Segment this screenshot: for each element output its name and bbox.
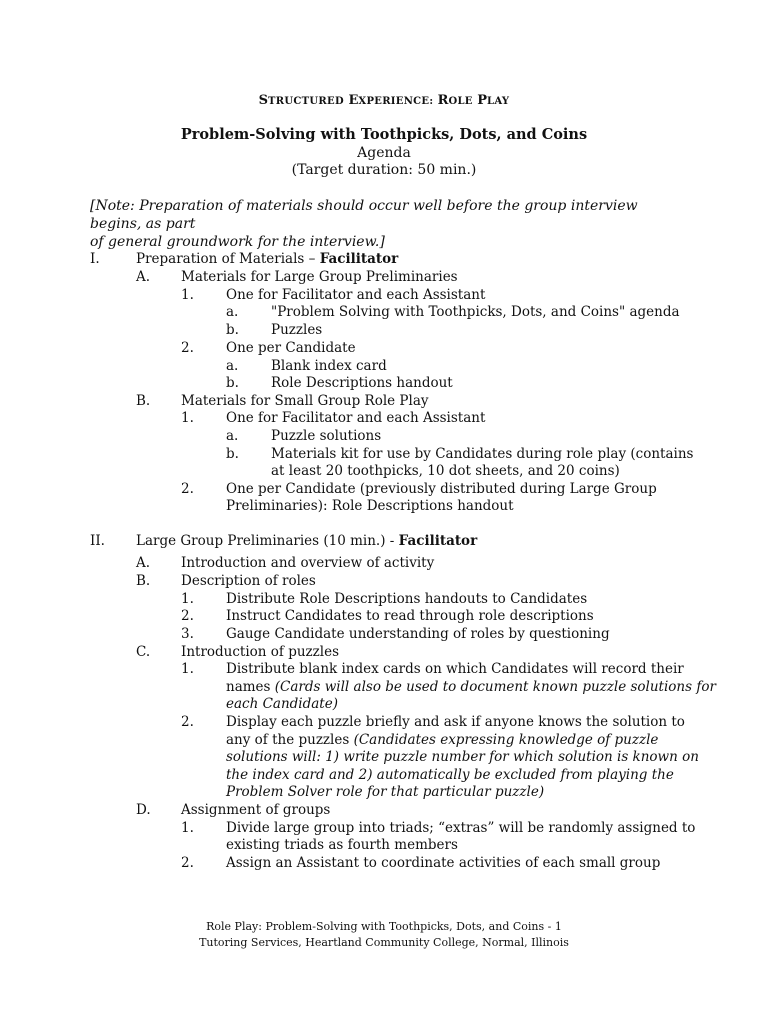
section-title-text: Preparation of Materials –	[136, 251, 320, 267]
item-label: b.	[226, 322, 239, 338]
item-text: Description of roles	[181, 573, 316, 589]
item-text: Distribute blank index cards on which Candidates will record their	[226, 661, 684, 677]
footer-line: Tutoring Services, Heartland Community College, Normal, Illinois	[199, 936, 569, 949]
item-text: Puzzles	[271, 322, 323, 338]
note-line: of general groundwork for the interview.]	[90, 234, 385, 250]
item-text-italic: (Cards will also be used to document known puzzle solutions for	[274, 679, 716, 695]
item-label: A.	[136, 555, 151, 571]
item-text: Instruct Candidates to read through role descriptions	[226, 608, 594, 624]
item-label: 2.	[181, 714, 194, 730]
item-text-italic: each Candidate)	[226, 696, 338, 712]
item-text-italic: the index card and 2) automatically be excluded from playing the	[226, 767, 674, 783]
item-text-italic: (Candidates expressing knowledge of puzzle	[353, 732, 659, 748]
item-label: a.	[226, 304, 239, 320]
item-text: at least 20 toothpicks, 10 dot sheets, and 20 coins)	[271, 463, 620, 479]
item-label: 3.	[181, 626, 194, 642]
target-duration: (Target duration: 50 min.)	[291, 162, 477, 178]
item-text: Puzzle solutions	[271, 428, 382, 444]
item-label: D.	[136, 802, 151, 818]
item-label: B.	[136, 393, 151, 409]
item-label: B.	[136, 573, 151, 589]
item-label: 1.	[181, 591, 194, 607]
item-text: Assignment of groups	[181, 802, 331, 818]
document-title: Problem-Solving with Toothpicks, Dots, and Coins	[180, 126, 588, 143]
item-label: A.	[136, 269, 151, 285]
item-text: Display each puzzle briefly and ask if anyone knows the solution to	[226, 714, 685, 730]
item-label: C.	[136, 644, 151, 660]
item-label: b.	[226, 375, 239, 391]
preparation-note	[90, 197, 690, 251]
item-text: Materials kit for use by Candidates during role play (contains	[271, 446, 694, 462]
footer-line: Role Play: Problem-Solving with Toothpicks, Dots, and Coins - 1	[206, 920, 562, 933]
section-owner: Facilitator	[319, 251, 399, 267]
item-label: 2.	[181, 340, 194, 356]
section-number: II.	[90, 533, 105, 549]
item-text: One for Facilitator and each Assistant	[226, 410, 486, 426]
item-label: 1.	[181, 661, 194, 677]
section-owner: Facilitator	[398, 533, 478, 549]
item-label: 2.	[181, 855, 194, 871]
item-text: Blank index card	[271, 358, 387, 374]
role-play-label: ROLE PLAY	[437, 93, 510, 108]
section-title-text: Large Group Preliminaries (10 min.) -	[136, 533, 399, 549]
item-text: One per Candidate (previously distributed during Large Group	[226, 481, 657, 497]
item-text: One for Facilitator and each Assistant	[226, 287, 486, 303]
section-title	[136, 250, 398, 268]
item-text: Gauge Candidate understanding of roles by questioning	[226, 626, 610, 642]
section-title	[136, 532, 477, 550]
item-text: Divide large group into triads; “extras” will be randomly assigned to	[226, 820, 696, 836]
item-text-italic: Problem Solver role for that particular puzzle)	[226, 784, 545, 800]
item-text-italic: solutions will: 1) write puzzle number for which solution is known on	[226, 749, 699, 765]
item-label: 1.	[181, 820, 194, 836]
item-text: Distribute Role Descriptions handouts to Candidates	[226, 591, 588, 607]
agenda-label: Agenda	[357, 145, 411, 161]
item-text: Introduction and overview of activity	[181, 555, 435, 571]
item-text	[226, 731, 658, 749]
item-label: 2.	[181, 608, 194, 624]
item-text: "Problem Solving with Toothpicks, Dots, and Coins" agenda	[271, 304, 680, 320]
structured-experience-heading	[0, 92, 768, 108]
section-number: I.	[90, 251, 100, 267]
item-text: One per Candidate	[226, 340, 356, 356]
item-text	[226, 678, 716, 696]
item-label: 2.	[181, 481, 194, 497]
item-text: Introduction of puzzles	[181, 644, 339, 660]
item-label: 1.	[181, 287, 194, 303]
item-label: b.	[226, 446, 239, 462]
structured-experience-label: STRUCTURED EXPERIENCE:	[258, 93, 434, 108]
item-text: Materials for Small Group Role Play	[181, 393, 429, 409]
item-text-plain: names	[226, 679, 275, 695]
item-label: a.	[226, 428, 239, 444]
item-text: Preliminaries): Role Descriptions handout	[226, 498, 514, 514]
item-text-plain: any of the puzzles	[226, 732, 354, 748]
item-text: Assign an Assistant to coordinate activities of each small group	[226, 855, 661, 871]
note-line: [Note: Preparation of materials should occur well before the group interview begins, as part	[90, 198, 638, 232]
page-footer	[0, 919, 768, 951]
item-text: existing triads as fourth members	[226, 837, 458, 853]
item-text: Role Descriptions handout	[271, 375, 453, 391]
item-label: 1.	[181, 410, 194, 426]
item-label: a.	[226, 358, 239, 374]
item-text: Materials for Large Group Preliminaries	[181, 269, 458, 285]
